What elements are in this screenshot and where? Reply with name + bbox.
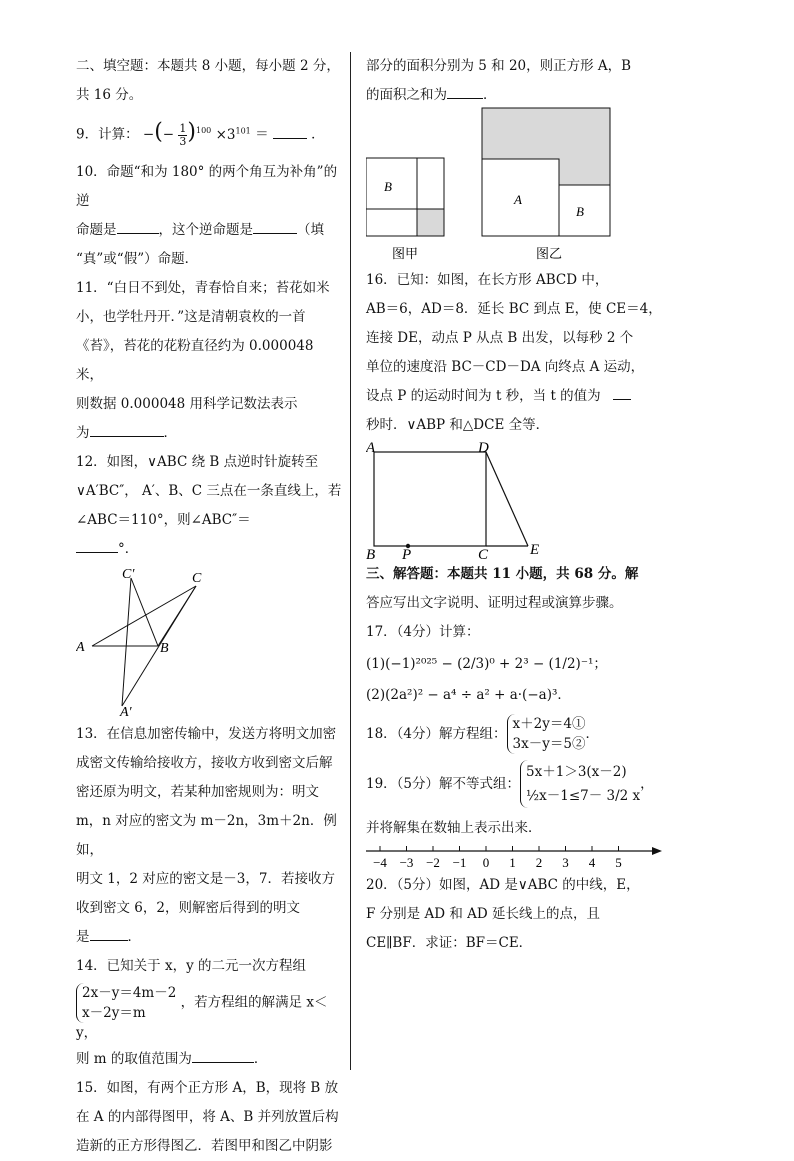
- q16-label-d: D: [478, 440, 489, 456]
- q16-rectangle: [374, 452, 486, 546]
- q20-line3: CE∥BF．求证：BF＝CE．: [366, 935, 533, 951]
- q16-t-text: 设点 P 的运动时间为 t 秒，当 t 的值为: [366, 388, 601, 404]
- q11-line2: 小，也学牡丹开．”这是清朝袁枚的一首: [76, 308, 306, 325]
- q10-part-c: （填: [297, 221, 324, 238]
- q12-label-a: A: [76, 639, 85, 655]
- q14-line3: [76, 1045, 344, 1074]
- q10-line1: 10．命题“和为 180° 的两个角互为补角”的逆: [76, 163, 338, 209]
- number-line-tick-label: 4: [588, 855, 596, 870]
- q12-label-ap: A′: [120, 704, 132, 716]
- q9-end: ．: [311, 126, 325, 143]
- number-line-tick-label: 0: [482, 855, 490, 870]
- q16-line2: AB＝6，AD＝8．延长 BC 到点 E，使 CE＝4，: [366, 301, 662, 317]
- q14-end: ．: [253, 1050, 268, 1067]
- q16-line4: 单位的速度沿 BC－CD－DA 向终点 A 运动，: [366, 359, 645, 375]
- q12-blank[interactable]: [76, 538, 118, 553]
- q13-shi: 是: [76, 928, 90, 945]
- q16-figure: [366, 440, 566, 560]
- q12-line1: 12．如图，∨ABC 绕 B 点逆时针旋转至: [76, 453, 319, 470]
- q15-sum-text: 的面积之和为: [366, 87, 447, 103]
- q16-label-e: E: [530, 542, 540, 558]
- q11-line4: 则数据 0.000048 用科学记数法表示: [76, 395, 298, 412]
- q20-line2: F 分别是 AD 和 AD 延长线上的点，且: [366, 906, 600, 922]
- q12-label-c: C: [192, 570, 202, 586]
- q11-line5: [76, 419, 344, 448]
- q19-eq1: 5x＋1＞3(x－2): [526, 764, 627, 780]
- q13-line3: 密还原为明文，若某种加密规则为：明文: [76, 783, 319, 800]
- q13-line5: 明文 1，2 对应的密文是－3，7．若接收方: [76, 870, 335, 887]
- fig-jia-label-b: B: [384, 179, 392, 194]
- section2-heading-2: 共 16 分。: [76, 87, 143, 103]
- fig-jia-shaded: [417, 209, 444, 236]
- q15-line1: 15．如图，有两个正方形 A，B，现将 B 放: [76, 1079, 339, 1096]
- q10-line3: “真”或“假”）命题．: [76, 250, 199, 267]
- q9-blank[interactable]: [273, 124, 307, 139]
- q11-end: ．: [163, 424, 177, 441]
- q12-line3: ∠ABC＝110°，则∠ABC″＝: [76, 511, 251, 528]
- q15-line3: 造新的正方形得图乙．若图甲和图乙中阴影: [76, 1137, 333, 1154]
- section3-heading-1: 三、解答题：本题共 11 小题，共 68 分。解: [366, 566, 639, 582]
- number-line-tick-label: −1: [452, 855, 467, 870]
- q14-line2: [76, 983, 344, 1043]
- q13-line4: m，n 对应的密文为 m－2n，3m＋2n．例如，: [76, 812, 337, 858]
- q18-head: 18．（4分）解方程组：: [366, 726, 507, 742]
- q14-blank[interactable]: [192, 1048, 254, 1063]
- number-line-tick-label: 1: [509, 855, 516, 870]
- q13-line2: 成密文传输给接收方，接收方收到密文后解: [76, 754, 333, 771]
- number-line-tick-label: −2: [426, 855, 440, 870]
- q11-blank[interactable]: [90, 422, 164, 437]
- q13-end: ．: [127, 928, 141, 945]
- q10-blank-2[interactable]: [253, 219, 297, 234]
- q13-line1: 13．在信息加密传输中，发送方将明文加密: [76, 725, 337, 742]
- q19: [366, 760, 666, 808]
- q19-system: [520, 760, 640, 808]
- q12-line2: ∨A′BC″， A′、B、C 三点在一条直线上，若: [76, 482, 342, 499]
- q16-line1: 16．已知：如图，在长方形 ABCD 中，: [366, 272, 609, 288]
- q20-line1: 20．（5分）如图，AD 是∨ABC 的中线，E，: [366, 877, 640, 893]
- q18-eq1: x＋2y＝4①: [512, 716, 586, 732]
- q15-line4: 部分的面积分别为 5 和 20，则正方形 A，B: [366, 58, 632, 74]
- q12-end: °．: [118, 540, 139, 557]
- q9: 9．计算： −(− $\frac{1}{3}$ )$^{100} \times 3^{101}$ ＝ ．: [76, 119, 325, 148]
- number-line-tick-label: −3: [399, 855, 414, 870]
- q12-line4: [76, 535, 344, 564]
- number-line-tick-label: 2: [535, 855, 543, 870]
- q16-segment-de: [486, 452, 528, 546]
- q16-line6: 秒时．∨ABP 和△DCE 全等．: [366, 417, 550, 433]
- q16-line3: 连接 DE，动点 P 从点 B 出发，以每秒 2 个: [366, 330, 634, 346]
- q15-line2: 在 A 的内部得图甲，将 A、B 并列放置后构: [76, 1108, 339, 1125]
- q19-line2: 并将解集在数轴上表示出来．: [366, 820, 542, 836]
- q11-line1: 11．“白日不到处，青春恰自来；苔花如米: [76, 279, 330, 296]
- q13-blank[interactable]: [90, 926, 128, 941]
- number-line-tick-label: 3: [562, 855, 569, 870]
- q14-eq1: 2x－y＝4m－2: [82, 984, 177, 1001]
- q17-part1: (1)(−1)²⁰²⁵ − (2/3)⁰ + 2³ − (1/2)⁻¹；: [366, 656, 607, 672]
- q18-eq2: 3x－y＝5②: [512, 736, 586, 752]
- q15-blank[interactable]: [447, 84, 483, 99]
- q19-eq2: ½x－1≤7－ 3/2 x: [526, 788, 641, 804]
- q18: [366, 714, 666, 754]
- number-line: [366, 843, 666, 871]
- q16-line5: [366, 382, 666, 411]
- number-line-tick-label: −4: [373, 855, 387, 870]
- fig-yi-square-b: [559, 185, 610, 236]
- number-line-arrow: [652, 847, 662, 855]
- q14-eq2: x－2y＝m: [82, 1004, 146, 1021]
- q16-label-a: A: [366, 440, 376, 456]
- q11-line3: 《苔》，苔花的花粉直径约为 0.000048 米，: [76, 337, 314, 383]
- q16-blank[interactable]: [613, 385, 631, 400]
- q10-blank-1[interactable]: [117, 219, 159, 234]
- q15-end: ．: [483, 87, 497, 103]
- q12-figure: [76, 566, 276, 716]
- q16-label-c: C: [478, 547, 489, 560]
- q10-line2: [76, 216, 344, 245]
- q13-line7: [76, 923, 344, 952]
- q12-edge-cp-b: [131, 578, 158, 646]
- q12-edge-a-c: [92, 586, 196, 646]
- q11-wei: 为: [76, 424, 90, 441]
- fig-yi-label-a: A: [514, 192, 522, 207]
- q18-system: [507, 714, 586, 754]
- q14-system: [76, 983, 176, 1023]
- q10-part-a: 命题是: [76, 221, 117, 238]
- fig-yi-label-b: B: [576, 204, 584, 219]
- q16-label-b: B: [366, 547, 376, 560]
- column-divider: [350, 52, 351, 1070]
- q10-part-b: ，这个逆命题是: [158, 221, 253, 238]
- number-line-tick-label: 5: [615, 855, 622, 870]
- q19-head: 19．（5分）解不等式组：: [366, 776, 521, 792]
- q17-head: 17．（4分）计算：: [366, 624, 480, 640]
- section2-heading-1: 二、填空题：本题共 8 小题，每小题 2 分，: [76, 58, 340, 74]
- q12-label-b: B: [160, 640, 169, 656]
- q14-condition: ，若方程组的解满足 x＜y，: [76, 994, 328, 1041]
- right-column: [366, 52, 666, 958]
- q9-label: 9．计算：: [76, 126, 139, 143]
- q14-range-text: 则 m 的取值范围为: [76, 1050, 192, 1067]
- fig-jia-caption: 图甲: [392, 246, 419, 261]
- q14-line1: 14．已知关于 x，y 的二元一次方程组: [76, 957, 307, 974]
- q15-figures: [366, 106, 666, 266]
- q12-edge-cp-ap: [122, 578, 131, 706]
- section3-heading-2: 答应写出文字说明、证明过程或演算步骤。: [366, 595, 623, 611]
- q17-part2: (2)(2a²)² − a⁴ ÷ a² + a·(−a)³．: [366, 687, 571, 703]
- q19-end: ，: [640, 776, 654, 792]
- q9-equals: ＝: [255, 126, 269, 143]
- q16-label-p: P: [402, 547, 412, 560]
- q13-line6: 收到密文 6，2，则解密后得到的明文: [76, 899, 300, 916]
- q12-label-cp: C′: [122, 566, 135, 582]
- fig-yi-caption: 图乙: [536, 246, 563, 261]
- left-column: [76, 52, 344, 1161]
- q18-end: ．: [585, 726, 599, 742]
